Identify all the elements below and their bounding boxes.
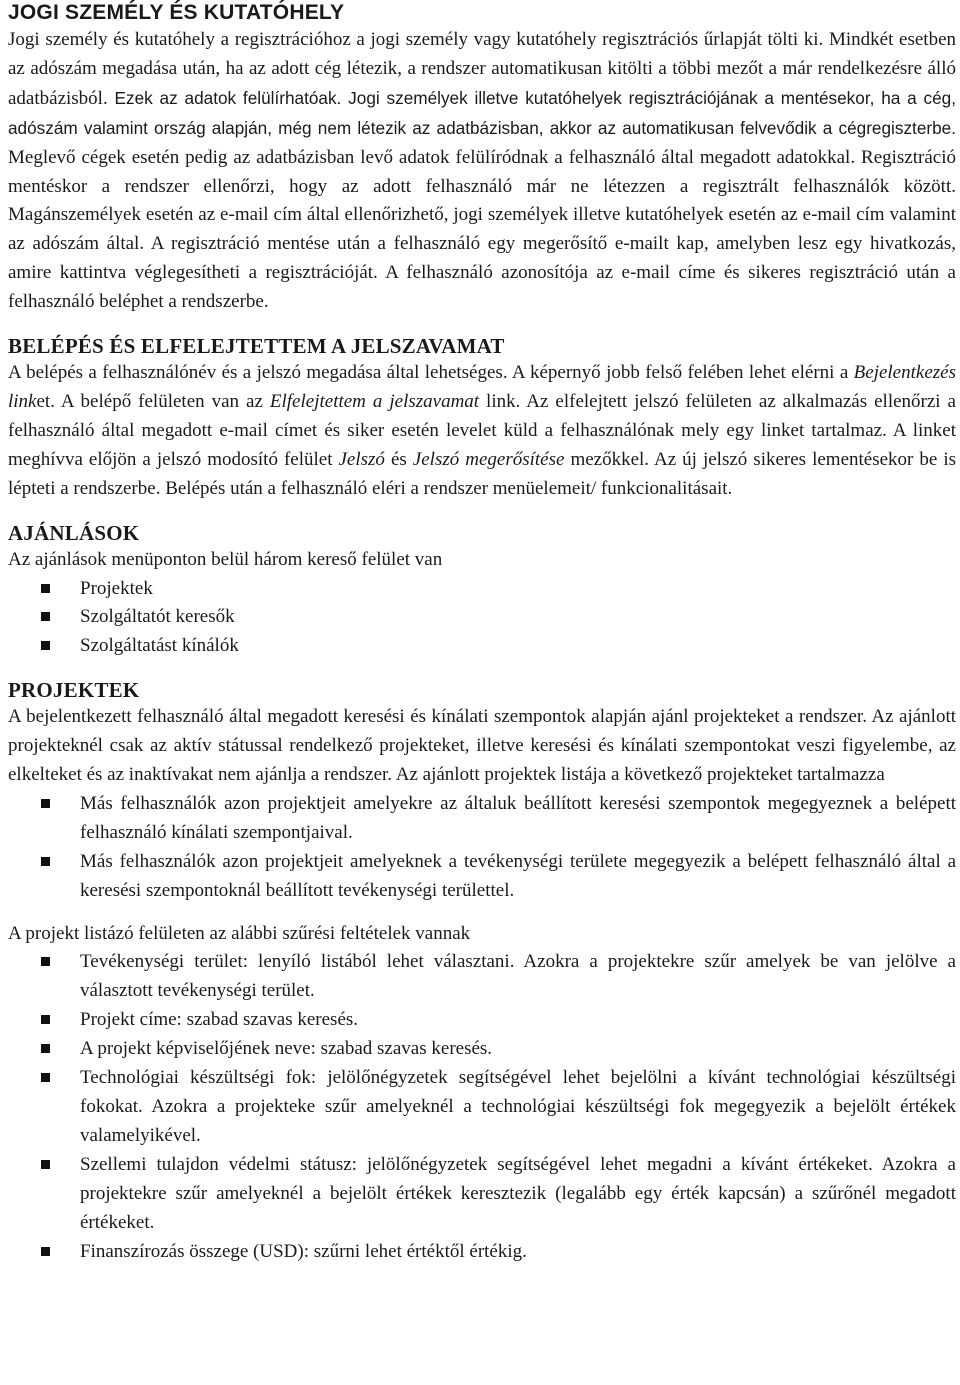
- square-bullet-icon: [41, 1044, 50, 1053]
- text-run: és: [384, 448, 413, 470]
- italic-run: Jelszó megerősítése: [412, 448, 565, 470]
- section-jogi-szemely-paragraph: [8, 26, 956, 317]
- list-item: Szolgáltatást kínálók: [8, 632, 956, 661]
- section-title-jogi-szemely: JOGI SZEMÉLY ÉS KUTATÓHELY: [8, 1, 345, 24]
- square-bullet-icon: [41, 799, 50, 808]
- list-item: Technológiai készültségi fok: jelölőnégyzetek segítségével lehet bejelölni a kívánt technológiai készültségi fokokat. Azokra a projekteke szűr amelyeknél a technológiai készültségi fok megegyezik a bejelölt értékek valamelyikével.: [8, 1064, 956, 1151]
- italic-run: Jelszó: [338, 448, 385, 470]
- square-bullet-icon: [41, 1073, 50, 1082]
- list-item: A projekt képviselőjének neve: szabad szavas keresés.: [8, 1035, 956, 1064]
- square-bullet-icon: [41, 1160, 50, 1169]
- list-item: Tevékenységi terület: lenyíló listából lehet választani. Azokra a projektekre szűr amelyek be van jelölve a választott tevékenységi terület.: [8, 948, 956, 1006]
- paragraph-part-3: Meglevő cégek esetén pedig az adatbázisban levő adatok felülíródnak a felhasználó által megadott adatokkal. Regisztráció mentéskor a rendszer ellenőrzi, hogy az adott felhasználó már ne létezzen a regisztrált felhasználók között. Magánszemélyek esetén az e-mail cím által ellenőrizhető, jogi személyek illetve kutatóhelyek esetén az e-mail cím valamint az adószám által. A regisztráció mentése után a felhasználó egy megerősítő e-mailt kap, amelyben lesz egy hivatkozás, amire kattintva véglegesítheti a regisztrációját. A felhasználó azonosítója az e-mail címe és sikeres regisztráció után a felhasználó beléphet a rendszerbe.: [8, 146, 956, 313]
- square-bullet-icon: [41, 1015, 50, 1024]
- list-item: Finanszírozás összege (USD): szűrni lehet értéktől értékig.: [8, 1238, 956, 1267]
- text-run: mezőkkel. Az új jelszó sikeres lementésekor be is lépteti a rendszerbe. Belépés után a felhasználó eléri a rendszer menüelemeit/ funkcionalitásait.: [8, 448, 956, 499]
- list-item: Projektek: [8, 575, 956, 604]
- square-bullet-icon: [41, 857, 50, 866]
- square-bullet-icon: [41, 641, 50, 650]
- list-item: Szellemi tulajdon védelmi státusz: jelölőnégyzetek segítségével lehet megadni a kívánt értékeket. Azokra a projektekre szűr amelyeknél a bejelölt értékek keresztezik (legalább egy érték kapcsán) a szűrőnél megadott értékeket.: [8, 1151, 956, 1238]
- list-item: Projekt címe: szabad szavas keresés.: [8, 1006, 956, 1035]
- section-title-ajanlasok: AJÁNLÁSOK: [8, 520, 140, 545]
- filter-list: [8, 948, 956, 1266]
- section-belepes-paragraph: [8, 359, 956, 504]
- list-item: Más felhasználók azon projektjeit amelyeknek a tevékenységi területe megegyezik a belépett felhasználó által a keresési szempontoknál beállított tevékenységi területtel.: [8, 848, 956, 906]
- square-bullet-icon: [41, 584, 50, 593]
- italic-run: Elfelejtettem a jelszavamat: [269, 390, 480, 412]
- list-item: Más felhasználók azon projektjeit amelyekre az általuk beállított keresési szempontok megegyeznek a belépett felhasználó kínálati szempontjaival.: [8, 790, 956, 848]
- projektek-list: [8, 790, 956, 906]
- paragraph-part-2: Ezek az adatok felülírhatóak. Jogi személyek illetve kutatóhelyek regisztrációjának a mentésekor, ha a cég, adószám valamint ország alapján, még nem létezik az adatbázisban, akkor az automatikusan felvevődik a cégregiszterbe.: [8, 87, 956, 138]
- list-item: Szolgáltatót keresők: [8, 603, 956, 632]
- filter-intro: A projekt listázó felületen az alábbi szűrési feltételek vannak: [8, 922, 471, 944]
- section-projektek-paragraph: A bejelentkezett felhasználó által megadott keresési és kínálati szempontok alapján ajánl projekteket a rendszer. Az ajánlott projekteknél csak az aktív státussal rendelkező projekteket, illetve keresési és kínálati szempontokat veszi figyelembe, az elkelteket és az inaktívakat nem ajánlja a rendszer. Az ajánlott projektek listája a következő projekteket tartalmazza: [8, 706, 956, 786]
- square-bullet-icon: [41, 957, 50, 966]
- paragraph-part-1: Jogi személy és kutatóhely a regisztrációhoz a jogi személy vagy kutatóhely regisztrációs űrlapját tölti ki. Mindkét esetben az adószám megadása után, ha az adott cég létezik, a rendszer automatikusan kitölti a többi mezőt a már rendelkezésre álló adatbázisból.: [8, 29, 956, 109]
- text-run: A belépés a felhasználónév és a jelszó megadása által lehetséges. A képernyő jobb felső felében lehet elérni a: [8, 362, 854, 384]
- ajanlasok-list: [8, 575, 956, 662]
- text-run: et. A belépő felületen van az: [36, 390, 270, 412]
- section-ajanlasok-intro: Az ajánlások menüponton belül három kereső felület van: [8, 548, 443, 570]
- section-title-belepes: BELÉPÉS ÉS ELFELEJTETTEM A JELSZAVAMAT: [8, 334, 505, 359]
- square-bullet-icon: [41, 1247, 50, 1256]
- square-bullet-icon: [41, 612, 50, 621]
- text-run: link. Az elfelejtett jelszó felületen az alkalmazás ellenőrzi a felhasználó által megadott e-mail címet és siker esetén levelet küld a felhasználónak mely egy linket tartalmaz. A linket meghívva előjön a jelszó modosító felület: [8, 390, 956, 470]
- section-title-projektek: PROJEKTEK: [8, 678, 140, 703]
- italic-run: Bejelentkezés link: [8, 362, 956, 412]
